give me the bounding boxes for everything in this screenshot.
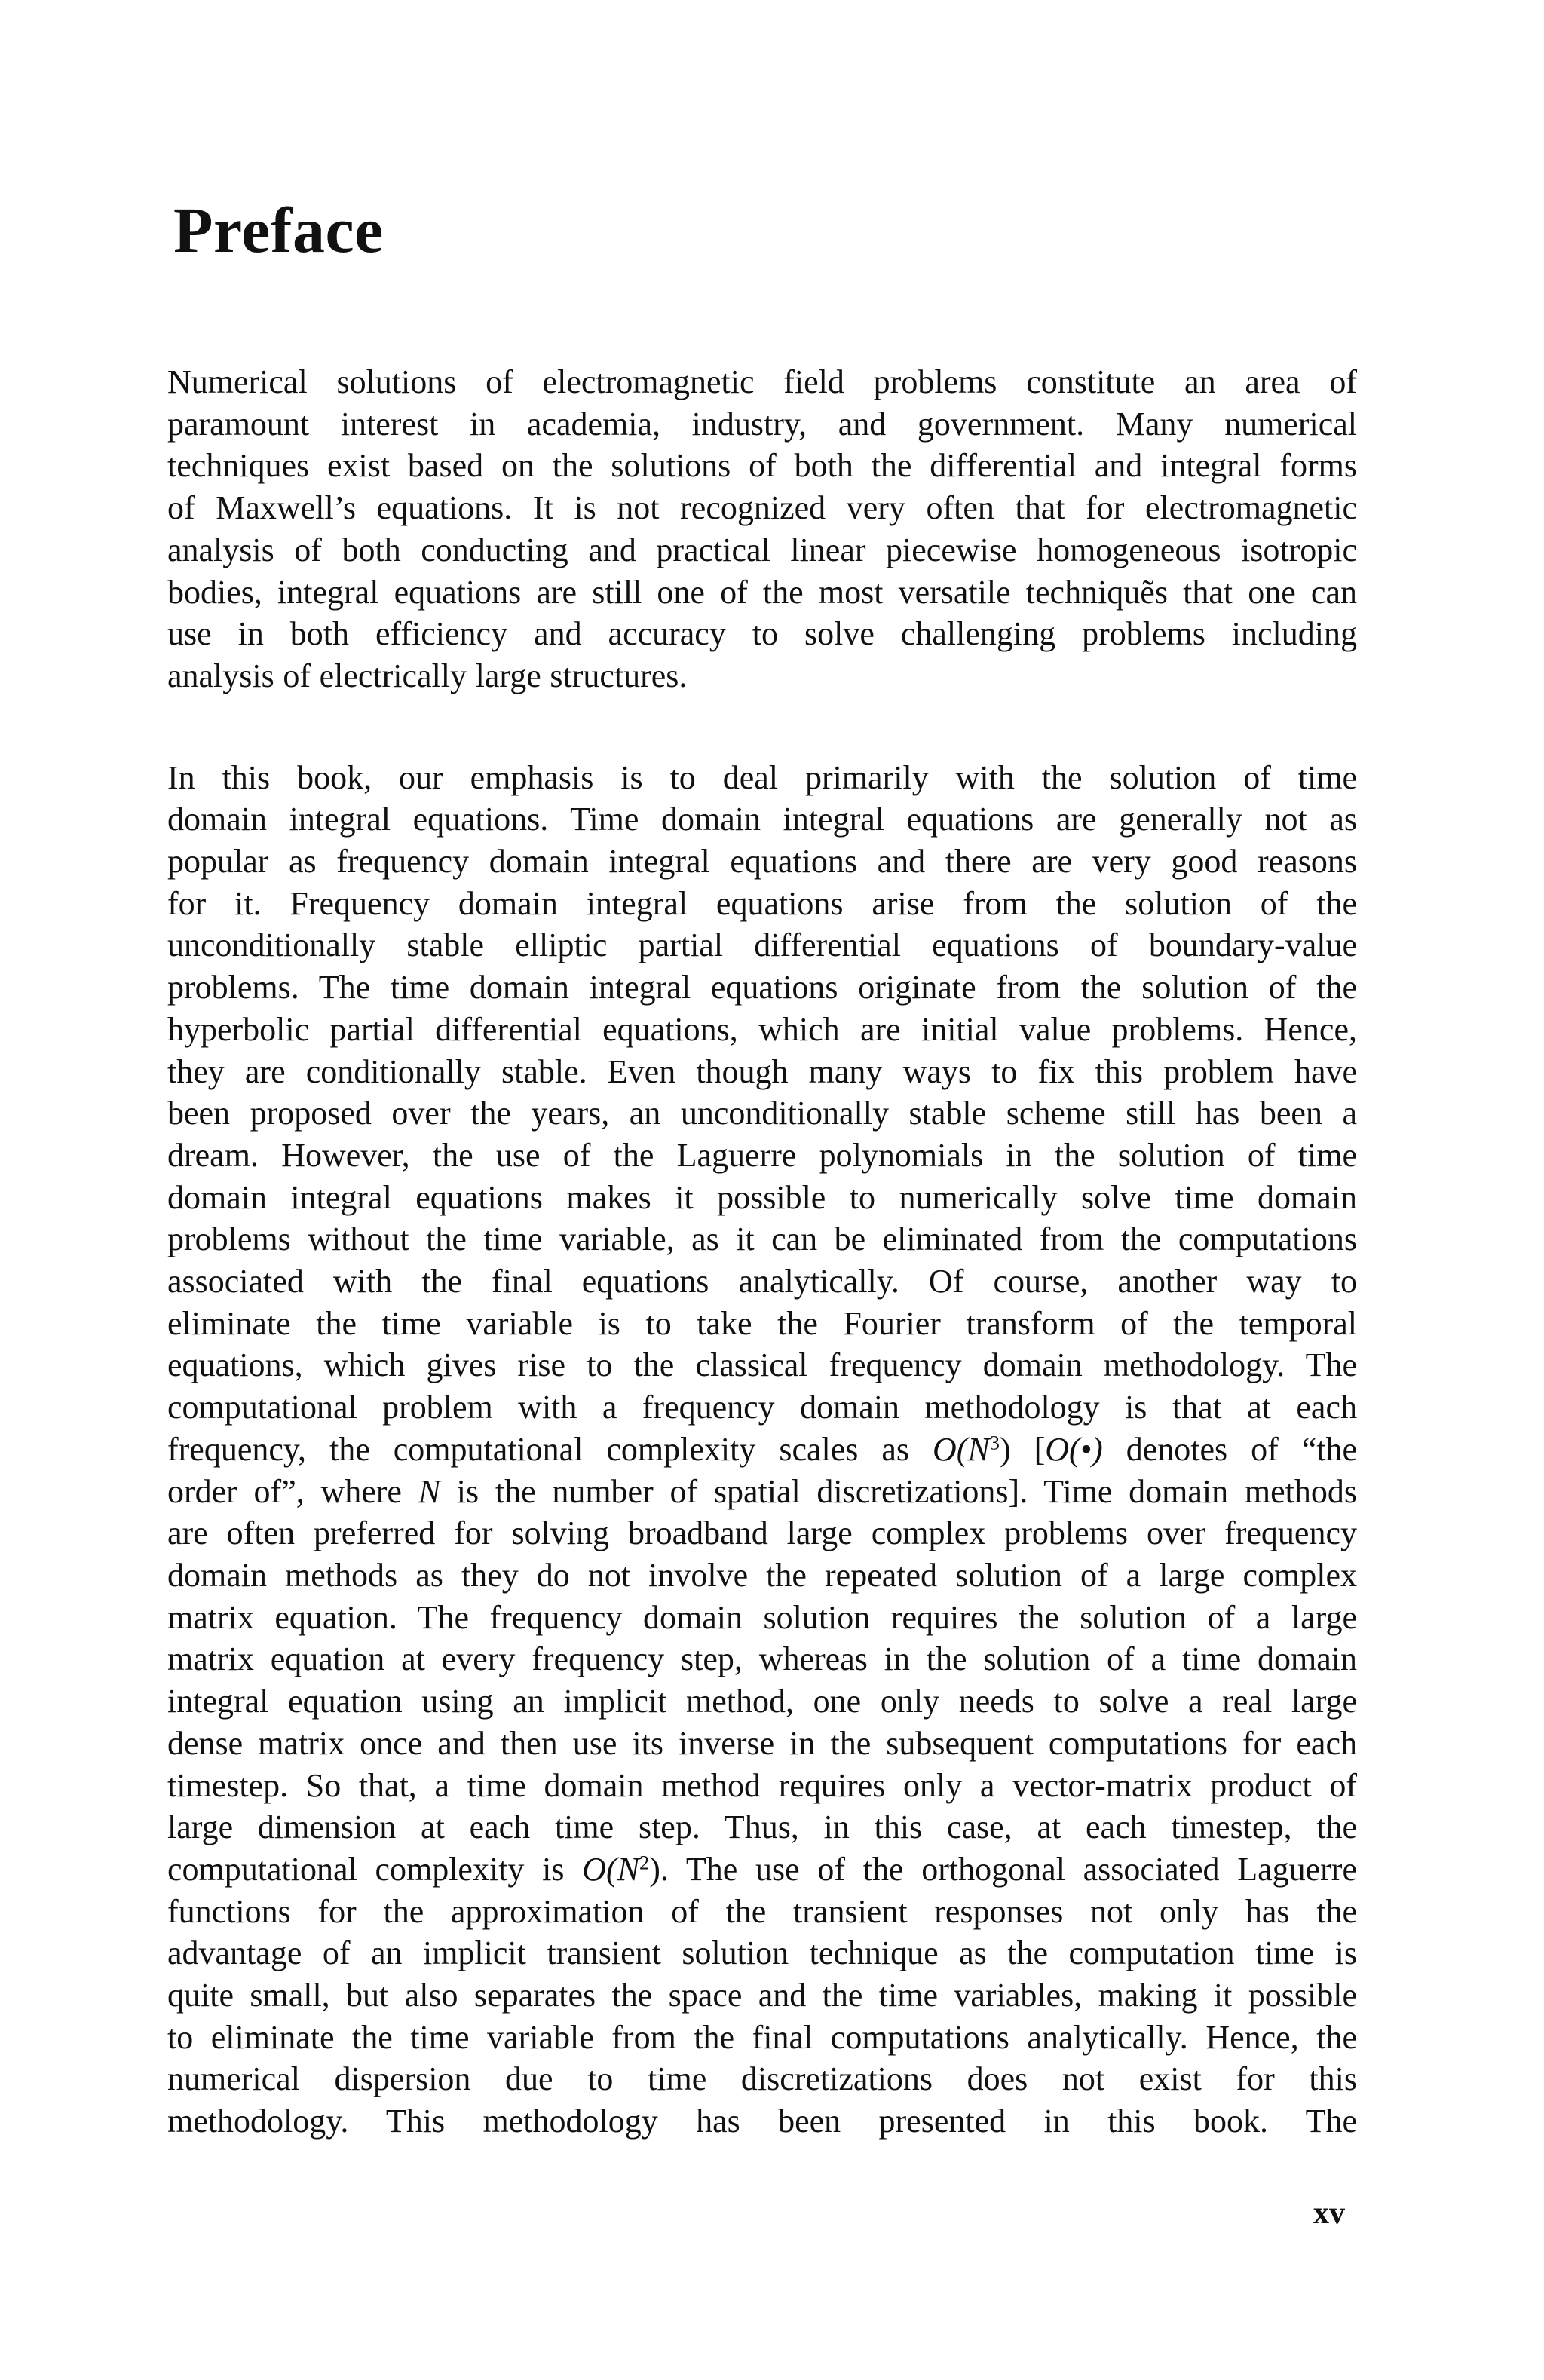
text-line: quite small, but also separates the space and the time variables, making it possible <box>167 1977 1357 2014</box>
text-line-complexity-cubic <box>167 1429 1357 1471</box>
text-line: paramount interest in academia, industry, and government. Many numerical <box>167 405 1357 443</box>
text-line: been proposed over the years, an unconditionally stable scheme still has been a <box>167 1095 1357 1132</box>
text-line: analysis of both conducting and practical linear piecewise homogeneous isotropic <box>167 531 1357 568</box>
text-line-complexity-square <box>167 1849 1357 1891</box>
text-line: methodology. This methodology has been presented in this book. The <box>167 2103 1357 2140</box>
text-line: problems. The time domain integral equations originate from the solution of the <box>167 969 1357 1006</box>
text-line: unconditionally stable elliptic partial differential equations of boundary-value <box>167 927 1357 964</box>
big-o-symbol: O( <box>932 1430 968 1468</box>
text-line: domain integral equations. Time domain integral equations are generally not as <box>167 801 1357 838</box>
text-line: to eliminate the time variable from the final computations analytically. Hence, the <box>167 2018 1357 2056</box>
variable-n: N <box>418 1472 441 1510</box>
text-line: dense matrix once and then use its inverse in the subsequent computations for each <box>167 1724 1357 1762</box>
text-line: functions for the approximation of the transient responses not only has the <box>167 1892 1357 1930</box>
preface-body <box>167 361 1357 2143</box>
text-line: timestep. So that, a time domain method requires only a vector-matrix product of <box>167 1766 1357 1804</box>
text-line: large dimension at each time step. Thus, in this case, at each timestep, the <box>167 1809 1357 1846</box>
text-line: popular as frequency domain integral equations and there are very good reasons <box>167 843 1357 881</box>
superscript-exponent: 2 <box>639 1851 650 1874</box>
text-line: matrix equation at every frequency step, whereas in the solution of a time domain <box>167 1640 1357 1678</box>
text-fragment: computational complexity is <box>167 1850 583 1888</box>
text-line: hyperbolic partial differential equations, which are initial value problems. Hence, <box>167 1010 1357 1048</box>
text-fragment: is the number of spatial discretizations]. Time domain methods <box>440 1472 1357 1510</box>
text-line: domain integral equations makes it possible to numerically solve time domain <box>167 1178 1357 1216</box>
big-o-notation: O(•) <box>1045 1430 1103 1468</box>
text-line: In this book, our emphasis is to deal primarily with the solution of time <box>167 758 1357 796</box>
variable-n: N <box>967 1430 990 1468</box>
text-line: for it. Frequency domain integral equations arise from the solution of the <box>167 884 1357 922</box>
text-line: matrix equation. The frequency domain solution requires the solution of a large <box>167 1598 1357 1636</box>
variable-n: N <box>617 1850 640 1888</box>
paragraph-gap <box>167 697 1357 757</box>
text-fragment: denotes of “the <box>1102 1430 1357 1468</box>
text-line-order-definition <box>167 1471 1357 1513</box>
text-line: bodies, integral equations are still one of the most versatile techniquẽs that one can <box>167 573 1357 611</box>
text-fragment: ) [ <box>999 1430 1046 1468</box>
big-o-symbol: O( <box>582 1850 617 1888</box>
text-line: techniques exist based on the solutions of both the differential and integral forms <box>167 447 1357 485</box>
text-line: analysis of electrically large structures. <box>167 657 688 694</box>
text-line: computational problem with a frequency domain methodology is that at each <box>167 1389 1357 1426</box>
superscript-exponent: 3 <box>989 1431 1000 1454</box>
paragraph-1 <box>167 361 1357 697</box>
text-line: advantage of an implicit transient solution technique as the computation time is <box>167 1934 1357 1972</box>
text-fragment: frequency, the computational complexity scales as <box>167 1430 933 1468</box>
text-line: are often preferred for solving broadband large complex problems over frequency <box>167 1515 1357 1552</box>
paragraph-2 <box>167 757 1357 2143</box>
page-number: xv <box>1313 2196 1345 2231</box>
text-line: dream. However, the use of the Laguerre polynomials in the solution of time <box>167 1136 1357 1174</box>
text-line: use in both efficiency and accuracy to solve challenging problems including <box>167 615 1357 653</box>
page-title: Preface <box>173 194 384 266</box>
text-line: eliminate the time variable is to take the Fourier transform of the temporal <box>167 1304 1357 1342</box>
text-fragment: order of”, where <box>167 1472 418 1510</box>
text-fragment: ). The use of the orthogonal associated Laguerre <box>649 1850 1357 1888</box>
text-line: equations, which gives rise to the classical frequency domain methodology. The <box>167 1346 1357 1384</box>
text-line: integral equation using an implicit method, one only needs to solve a real large <box>167 1683 1357 1720</box>
text-line: associated with the final equations analytically. Of course, another way to <box>167 1263 1357 1300</box>
text-line: numerical dispersion due to time discretizations does not exist for this <box>167 2060 1357 2098</box>
text-line: they are conditionally stable. Even though many ways to fix this problem have <box>167 1052 1357 1090</box>
text-line: of Maxwell’s equations. It is not recognized very often that for electromagnetic <box>167 489 1357 527</box>
text-line: domain methods as they do not involve the repeated solution of a large complex <box>167 1556 1357 1594</box>
text-line: Numerical solutions of electromagnetic field problems constitute an area of <box>167 363 1357 400</box>
text-line: problems without the time variable, as it can be eliminated from the computations <box>167 1221 1357 1258</box>
